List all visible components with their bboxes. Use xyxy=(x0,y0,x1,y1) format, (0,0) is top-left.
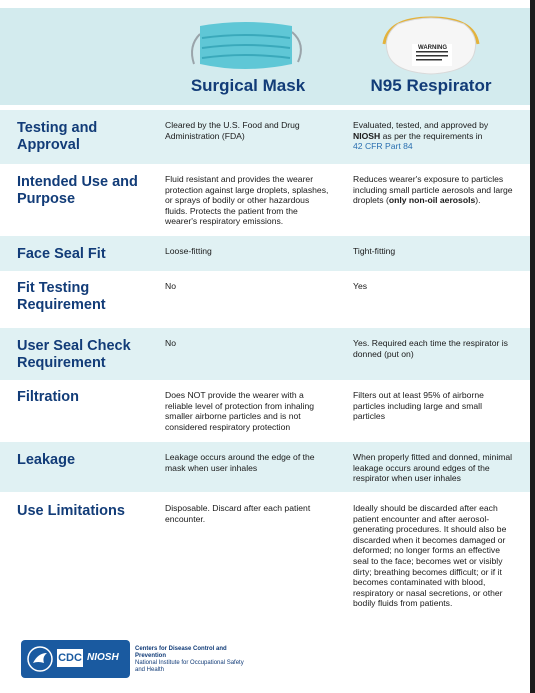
row-intended-use xyxy=(0,164,530,236)
footer-agency-text xyxy=(135,646,245,674)
hhs-eagle-icon xyxy=(26,645,54,673)
surgical-cell: Loose-fitting xyxy=(165,246,212,256)
n95-cell: Tight-fitting xyxy=(353,246,396,256)
n95-warning-label: WARNING xyxy=(418,45,447,51)
row-label: Fit Testing Requirement xyxy=(17,280,106,313)
surgical-cell: No xyxy=(165,281,176,291)
row-label: Use Limitations xyxy=(17,503,125,519)
n95-text: Evaluated, tested, and approved by xyxy=(353,120,489,130)
row-label: Intended Use and Purpose xyxy=(17,174,138,207)
row-testing-approval xyxy=(0,110,530,164)
footer-line-niosh: National Institute for Occupational Safety and Health xyxy=(135,660,244,673)
row-label: Face Seal Fit xyxy=(17,246,106,262)
n95-cell: Filters out at least 95% of airborne particles including large and small particles xyxy=(353,390,484,422)
cdc-logo-text: CDC xyxy=(57,649,83,667)
surgical-cell: Fluid resistant and provides the wearer protection against large droplets, splashes, or sprays of bodily or other hazardous fluids. Protects the patient from the wearer's respiratory emissions. xyxy=(165,174,329,227)
row-fit-testing xyxy=(0,271,530,328)
row-filtration xyxy=(0,380,530,442)
row-face-seal-fit xyxy=(0,236,530,271)
n95-respirator-title: N95 Respirator xyxy=(370,76,492,95)
cdc-logo xyxy=(21,640,130,678)
n95-text: Reduces wearer's exposure to particles including small particle aerosols and large droplets ( xyxy=(353,174,513,206)
surgical-mask-title: Surgical Mask xyxy=(190,76,306,95)
n95-text: as per the requirements in xyxy=(380,130,483,141)
surgical-cell: Does NOT provide the wearer with a reliable level of protection from inhaling smaller airborne particles and is not considered respiratory protection xyxy=(165,390,315,432)
surgical-cell: Cleared by the U.S. Food and Drug Administration (FDA) xyxy=(165,120,300,141)
n95-cell: Ideally should be discarded after each patient encounter and after aerosol-generating procedures. It should also be discarded when it becomes damaged or deformed; no longer forms an effective seal to the face; becomes wet or visibly dirty; breathing becomes difficult; or if it becomes contaminated with blood, respiratory or nasal secretions, or other bodily fluids from patients. xyxy=(353,503,507,609)
n95-bold: only non-oil aerosols xyxy=(388,195,476,206)
surgical-mask-icon xyxy=(180,16,310,76)
row-leakage xyxy=(0,442,530,492)
row-use-limitations xyxy=(0,492,530,630)
cfr-link[interactable]: 42 CFR Part 84 xyxy=(353,141,413,152)
niosh-logo-text: NIOSH xyxy=(87,652,119,663)
n95-text: ). xyxy=(475,195,481,206)
n95-cell: Yes xyxy=(353,281,368,291)
n95-cell xyxy=(353,120,513,152)
row-label: Leakage xyxy=(17,452,76,468)
n95-cell xyxy=(353,174,513,206)
row-user-seal-check xyxy=(0,328,530,380)
row-label: Filtration xyxy=(17,389,80,405)
n95-cell: When properly fitted and donned, minimal leakage occurs around edges of the respirator when user inhales xyxy=(353,452,513,484)
surgical-cell: Disposable. Discard after each patient encounter. xyxy=(165,503,311,524)
row-label: Testing and Approval xyxy=(17,120,98,153)
niosh-bold: NIOSH xyxy=(353,130,381,141)
n95-cell: Yes. Required each time the respirator is donned (put on) xyxy=(353,338,508,359)
row-label: User Seal Check Requirement xyxy=(17,338,131,371)
surgical-cell: Leakage occurs around the edge of the mask when user inhales xyxy=(165,452,315,473)
footer-line-cdc: Centers for Disease Control and Prevention xyxy=(135,646,227,659)
surgical-cell: No xyxy=(165,338,176,348)
footer xyxy=(0,630,530,693)
